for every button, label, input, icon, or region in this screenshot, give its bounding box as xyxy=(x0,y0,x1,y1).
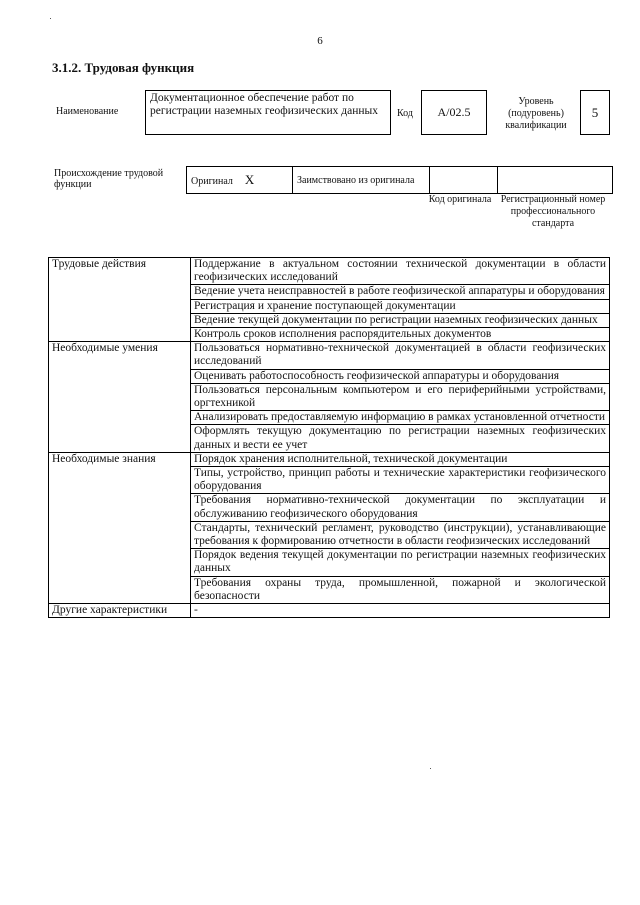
origin-code-cell xyxy=(430,167,498,194)
name-label: Наименование xyxy=(56,106,119,117)
original-label: Оригинал xyxy=(191,175,233,187)
origin-table xyxy=(186,166,613,194)
origin-reg-cell xyxy=(498,167,613,194)
section-title-cell: Необходимые знания xyxy=(49,452,191,603)
table-row xyxy=(49,452,610,466)
section-item: Ведение текущей документации по регистрации наземных геофизических данных xyxy=(191,313,610,327)
section-item: Контроль сроков исполнения распорядительных документов xyxy=(191,328,610,342)
section-item: Пользоваться персональным компьютером и его периферийными устройствами, оргтехникой xyxy=(191,383,610,410)
borrowed-cell xyxy=(293,167,430,194)
section-item: Ведение учета неисправностей в работе геофизической аппаратуры и оборудования xyxy=(191,285,610,299)
section-item: Требования нормативно-технической документации по эксплуатации и обслуживанию геофизического оборудования xyxy=(191,494,610,521)
function-code: А/02.5 xyxy=(437,105,471,119)
section-item: Оформлять текущую документацию по регистрации наземных геофизических данных и вести ее учет xyxy=(191,425,610,452)
section-title: 3.1.2. Трудовая функция xyxy=(52,60,195,75)
table-row xyxy=(49,342,610,369)
section-item: Типы, устройство, принцип работы и технические характеристики геофизического оборудования xyxy=(191,467,610,494)
section-item: - xyxy=(191,604,610,618)
function-details-table xyxy=(48,257,610,618)
section-item: Пользоваться нормативно-технической документацией в области геофизических исследований xyxy=(191,342,610,369)
table-row xyxy=(49,604,610,618)
scan-speck xyxy=(50,18,51,19)
function-name-box: Документационное обеспечение работ по регистрации наземных геофизических данных xyxy=(145,90,391,135)
section-item: Требования охраны труда, промышленной, пожарной и экологической безопасности xyxy=(191,576,610,603)
section-title-cell: Необходимые умения xyxy=(49,342,191,453)
section-item: Порядок хранения исполнительной, технической документации xyxy=(191,452,610,466)
section-item: Порядок ведения текущей документации по регистрации наземных геофизических данных xyxy=(191,549,610,576)
section-item: Стандарты, технический регламент, руководство (инструкции), устанавливающие требования к формированию отчетности в области геофизических исследований xyxy=(191,521,610,548)
table-row xyxy=(49,258,610,285)
scan-speck xyxy=(430,768,431,769)
section-title-cell: Другие характеристики xyxy=(49,604,191,618)
code-label: Код xyxy=(397,108,413,119)
borrowed-label: Заимствовано из оригинала xyxy=(297,174,415,186)
level-box xyxy=(580,90,610,135)
section-item: Оценивать работоспособность геофизической аппаратуры и оборудования xyxy=(191,369,610,383)
level-value: 5 xyxy=(591,104,599,120)
origin-code-caption: Код оригинала xyxy=(428,194,492,205)
origin-reg-caption: Регистрационный номер профессионального стандарта xyxy=(500,194,606,229)
function-code-box xyxy=(421,90,487,135)
section-title-cell: Трудовые действия xyxy=(49,258,191,342)
section-item: Анализировать предоставляемую информацию в рамках установленной отчетности xyxy=(191,411,610,425)
original-cell xyxy=(187,167,293,194)
section-item: Поддержание в актуальном состоянии технической документации в области геофизических исследований xyxy=(191,258,610,285)
section-item: Регистрация и хранение поступающей документации xyxy=(191,299,610,313)
level-label: Уровень (подуровень) квалификации xyxy=(505,96,567,131)
original-mark: Х xyxy=(244,171,255,187)
origin-label: Происхождение трудовой функции xyxy=(54,168,164,190)
page-number: 6 xyxy=(317,35,323,47)
